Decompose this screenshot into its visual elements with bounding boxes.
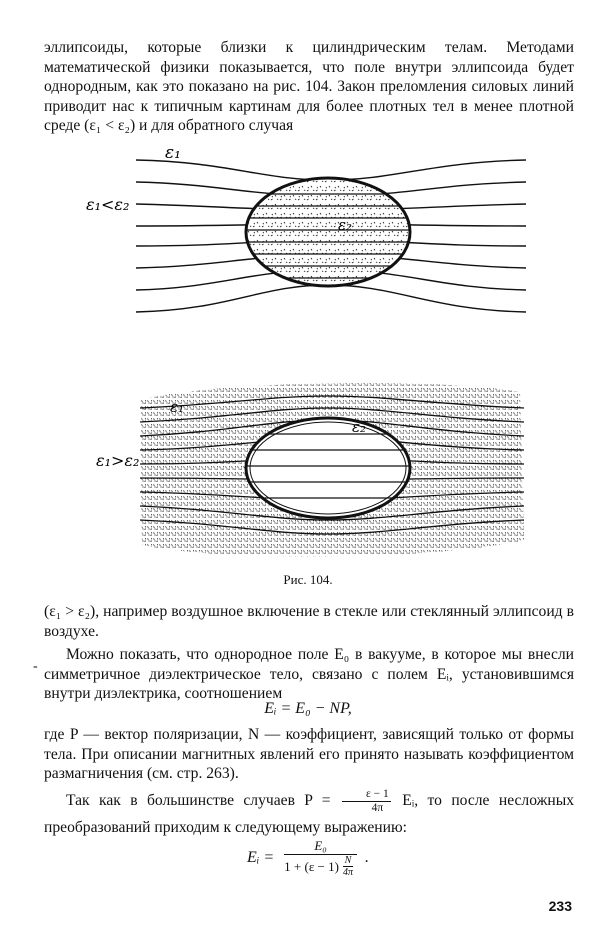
equation-1: Eᵢ = E₀ − NP, — [264, 700, 352, 717]
para5-after: Eᵢ, то после несложных преобразований приходим к следующему выражению: — [44, 792, 575, 836]
bottom-label-eps1: ε₁ — [170, 398, 185, 416]
eq2-fraction — [282, 838, 359, 878]
eq2-denominator — [282, 855, 359, 878]
bottom-label-relation: ε₁>ε₂ — [96, 451, 140, 470]
eq2-den-fraction — [341, 855, 355, 878]
eq2-den-frac-den: 4π — [342, 867, 353, 878]
paragraph-intro: эллипсоиды, которые близки к цилиндрическим телам. Методами математической физики показывается, что поле внутри эллипсоида будет однородным, как это показано на рис. 104. Закон преломления силовых линий приводит нас к типичным картинам для более плотных тел в менее плотной среде (ε₁ < ε₂) и для обратного случая — [44, 39, 574, 135]
equation-2 — [0, 838, 616, 878]
eq2-end: . — [364, 849, 369, 866]
paragraph-field-relation: Можно показать, что однородное поле E₀ в вакууме, в которое мы внесли симметричное диэлектрическое тело, связано с полем Eᵢ, установившимся внутри диэлектрика, соотношением — [44, 646, 574, 703]
top-label-relation: ε₁<ε₂ — [86, 195, 130, 214]
inline-fraction — [342, 788, 391, 815]
top-label-eps2: ε₂ — [338, 216, 353, 234]
inline-fraction-den: 4π — [371, 802, 384, 814]
margin-mark: - — [33, 659, 38, 674]
inline-fraction-num: ε − 1 — [342, 788, 391, 802]
eq2-lhs: Eᵢ = — [247, 849, 275, 866]
bottom-label-eps2: ε₂ — [352, 418, 367, 436]
page-number: 233 — [548, 898, 572, 914]
top-diagram — [86, 143, 526, 312]
top-label-eps1: ε₁ — [165, 143, 181, 163]
paragraph-reverse-case: (ε₁ > ε₂), например воздушное включение в стекле или стеклянный эллипсоид в воздухе. — [44, 603, 574, 640]
bottom-diagram — [96, 383, 524, 557]
paragraph-polarization: где P — вектор поляризации, N — коэффициент, зависящий только от формы тела. При описании магнитных явлений его принято называть коэффициентом размагничения (см. стр. 263). — [44, 726, 574, 783]
para5-before: Так как в большинстве случаев P = — [66, 792, 331, 810]
paragraph-transform — [44, 788, 574, 840]
figure-caption: Рис. 104. — [283, 572, 333, 587]
eq2-den-frac-num: N — [344, 855, 352, 866]
eq2-den-a: 1 + (ε − 1) — [284, 858, 339, 874]
eq2-numerator: E₀ — [284, 838, 356, 855]
top-ellipse-fill — [240, 170, 420, 295]
